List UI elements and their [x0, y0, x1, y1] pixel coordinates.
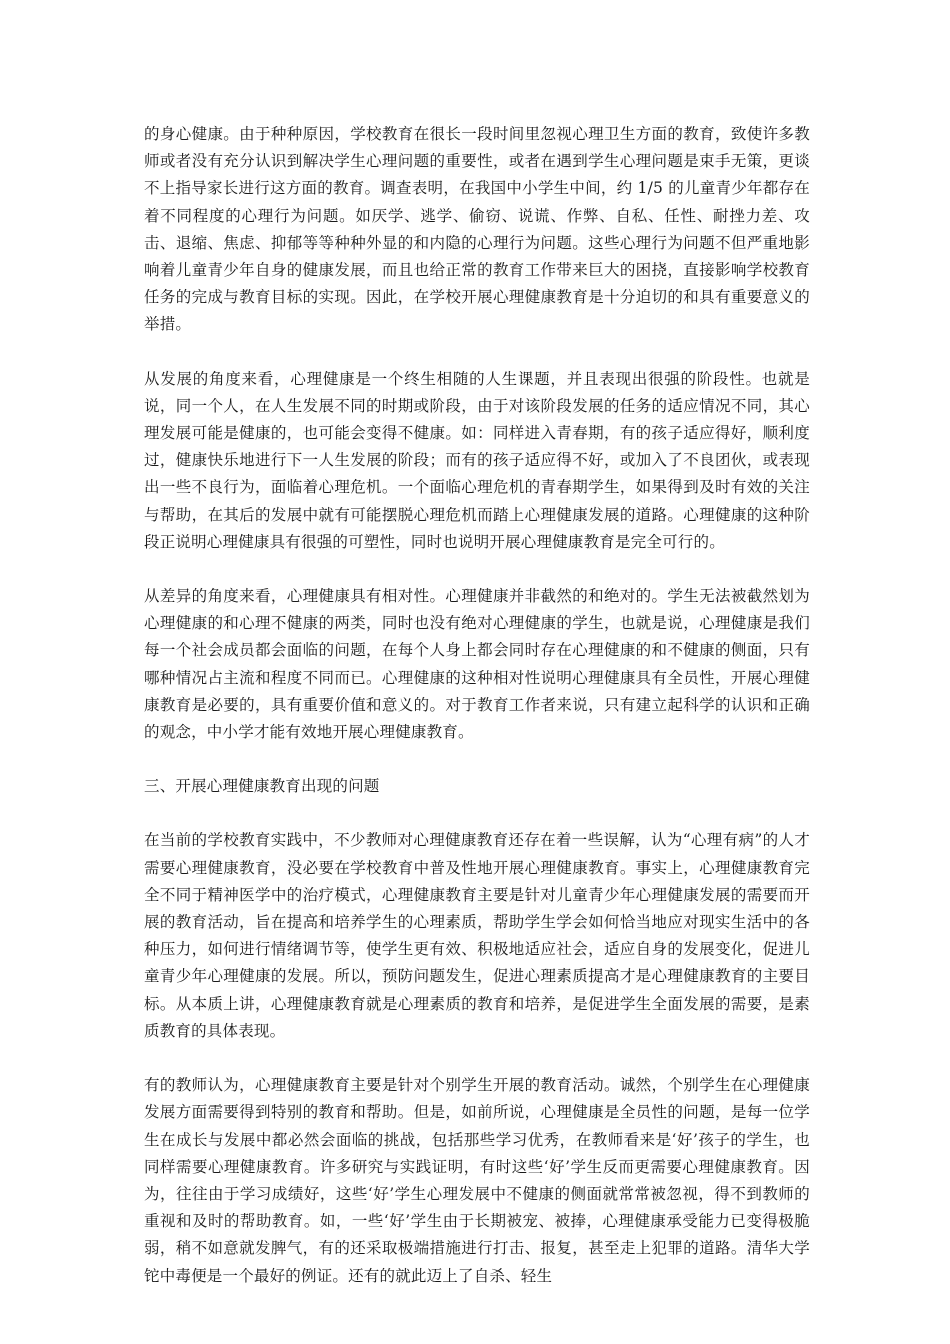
- body-paragraph-2: 从发展的角度来看，心理健康是一个终生相随的人生课题，并且表现出很强的阶段性。也就是说，同一个人，在人生发展不同的时期或阶段，由于对该阶段发展的任务的适应情况不同，其心理发展可能是健康的，也可能会变得不健康。如：同样进入青春期，有的孩子适应得好，顺利度过，健康快乐地进行下一人生发展的阶段；而有的孩子适应得不好，或加入了不良团伙，或表现出一些不良行为，面临着心理危机。一个面临心理危机的青春期学生，如果得到及时有效的关注与帮助，在其后的发展中就有可能摆脱心理危机而踏上心理健康发展的道路。心理健康的这种阶段正说明心理健康具有很强的可塑性，同时也说明开展心理健康教育是完全可行的。: [144, 369, 810, 551]
- body-paragraph-3: 从差异的角度来看，心理健康具有相对性。心理健康并非截然的和绝对的。学生无法被截然划为心理健康的和心理不健康的两类，同时也没有绝对心理健康的学生，也就是说，心理健康是我们每一个社会成员都会面临的问题，在每个人身上都会同时存在心理健康的和不健康的侧面，只有哪种情况占主流和程度不同而已。心理健康的这种相对性说明心理健康具有全员性，开展心理健康教育是必要的，具有重要价值和意义的。对于教育工作者来说，只有建立起科学的认识和正确的观念，中小学才能有效地开展心理健康教育。: [144, 587, 810, 742]
- body-paragraph-1: 的身心健康。由于种种原因，学校教育在很长一段时间里忽视心理卫生方面的教育，致使许多教师或者没有充分认识到解决学生心理问题的重要性，或者在遇到学生心理问题是束手无策，更谈不上指导家长进行这方面的教育。调查表明，在我国中小学生中间，约 1/5 的儿童青少年都存在着不同程度的心理行为问题。如厌学、逃学、偷窃、说谎、作弊、自私、任性、耐挫力差、攻击、退缩、焦虑、抑郁等等种种外显的和内隐的心理行为问题。这些心理行为问题不但严重地影响着儿童青少年自身的健康发展，而且也给正常的教育工作带来巨大的困挠，直接影响学校教育任务的完成与教育目标的实现。因此，在学校开展心理健康教育是十分迫切的和具有重要意义的举措。: [144, 125, 810, 334]
- body-paragraph-4: 在当前的学校教育实践中，不少教师对心理健康教育还存在着一些误解，认为“心理有病”的人才需要心理健康教育，没必要在学校教育中普及性地开展心理健康教育。事实上，心理健康教育完全不同于精神医学中的治疗模式，心理健康教育主要是针对儿童青少年心理健康发展的需要而开展的教育活动，旨在提高和培养学生的心理素质，帮助学生学会如何恰当地应对现实生活中的各种压力，如何进行情绪调节等，使学生更有效、积极地适应社会，适应自身的发展变化，促进儿童青少年心理健康的发展。所以，预防问题发生，促进心理素质提高才是心理健康教育的主要目标。从本质上讲，心理健康教育就是心理素质的教育和培养，是促进学生全面发展的需要，是素质教育的具体表现。: [144, 831, 810, 1040]
- document-page: [144, 121, 810, 1317]
- section-heading: 三、开展心理健康教育出现的问题: [144, 777, 380, 796]
- body-paragraph-5: 有的教师认为，心理健康教育主要是针对个别学生开展的教育活动。诚然，个别学生在心理健康发展方面需要得到特别的教育和帮助。但是，如前所说，心理健康是全员性的问题，是每一位学生在成长与发展中都必然会面临的挑战，包括那些学习优秀，在教师看来是‘好’孩子的学生，也同样需要心理健康教育。许多研究与实践证明，有时这些‘好’学生反而更需要心理健康教育。因为，往往由于学习成绩好，这些‘好’学生心理发展中不健康的侧面就常常被忽视，得不到教师的重视和及时的帮助教育。如，一些‘好’学生由于长期被宠、被捧，心理健康承受能力已变得极脆弱，稍不如意就发脾气，有的还采取极端措施进行打击、报复，甚至走上犯罪的道路。清华大学铊中毒便是一个最好的例证。还有的就此迈上了自杀、轻生: [144, 1076, 810, 1285]
